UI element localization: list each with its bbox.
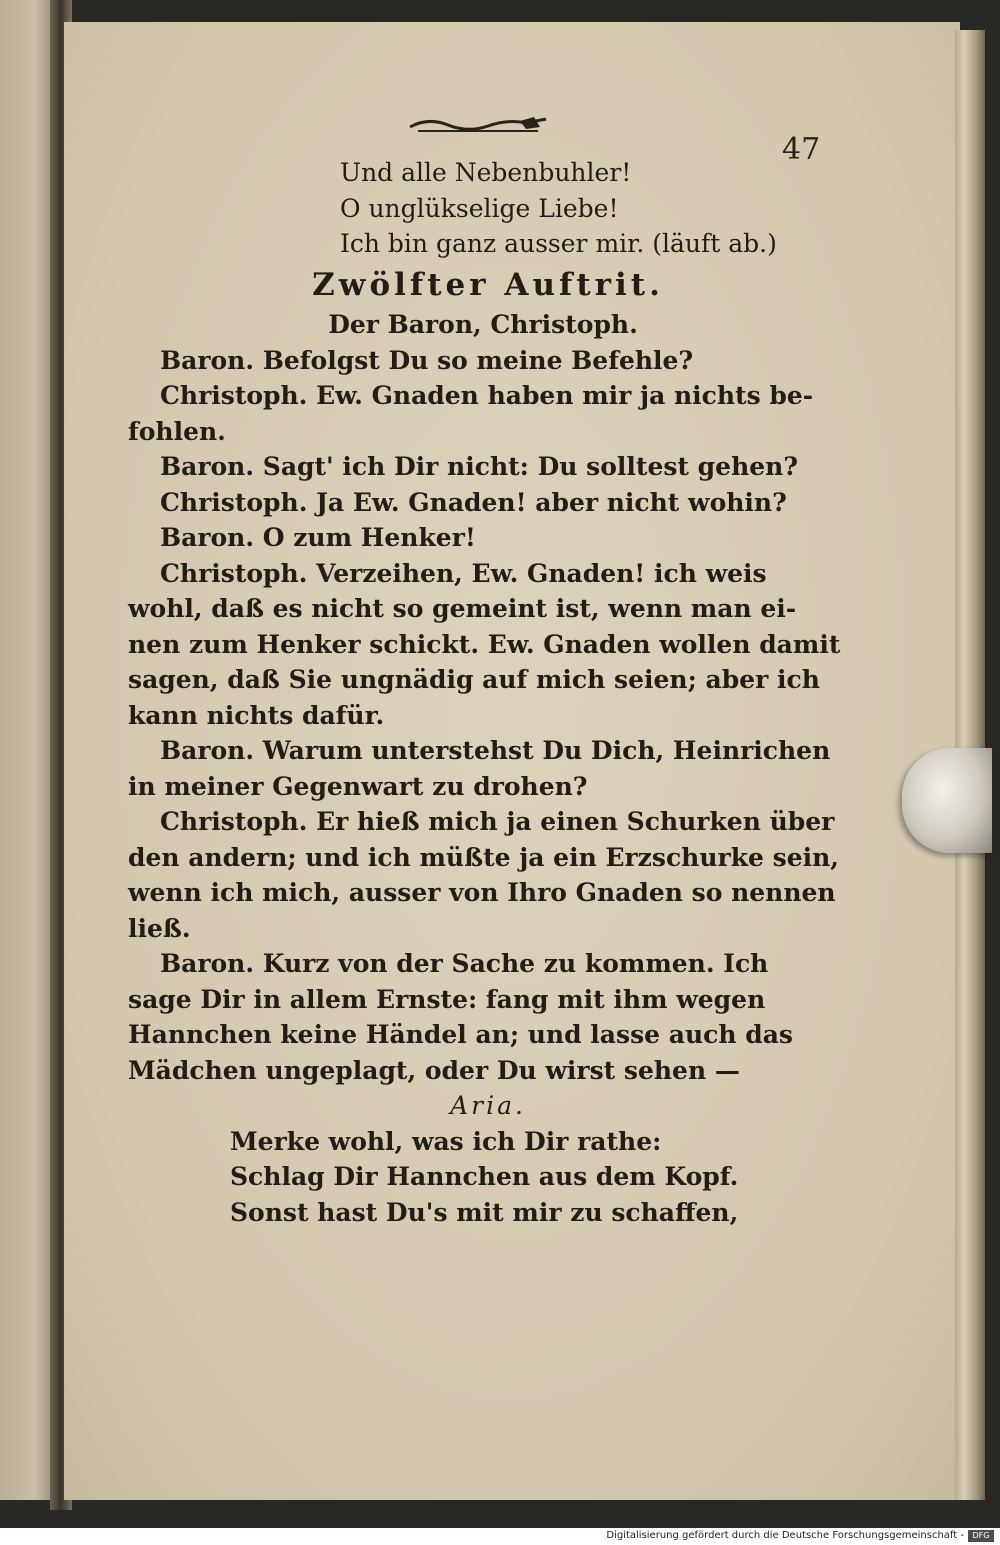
text-line: wohl, daß es nicht so gemeint ist, wenn man ei- (128, 594, 797, 623)
text-line: Christoph. Verzeihen, Ew. Gnaden! ich weis (160, 558, 767, 588)
text-line: Sonst hast Du's mit mir zu schaffen, (230, 1197, 739, 1227)
text-line: kann nichts dafür. (128, 700, 385, 730)
text-line: Merke wohl, was ich Dir rathe: (230, 1126, 662, 1156)
text-line: Baron. Sagt' ich Dir nicht: Du solltest gehen? (160, 452, 798, 481)
scene-heading: Zwölfter Auftrit. (312, 266, 664, 303)
text-line: sage Dir in allem Ernste: fang mit ihm wegen (128, 984, 766, 1014)
text-line: nen zum Henker schickt. Ew. Gnaden wollen damit (128, 629, 841, 659)
footer-bar (0, 1528, 1000, 1545)
page-clamp (902, 748, 992, 853)
text-line: sagen, daß Sie ungnädig auf mich seien; aber ich (128, 665, 820, 694)
dfg-logo: DFG (968, 1530, 994, 1542)
text-line: Schlag Dir Hannchen aus dem Kopf. (230, 1162, 739, 1191)
text-line: fohlen. (128, 416, 226, 446)
text-line: in meiner Gegenwart zu drohen? (128, 771, 588, 801)
text-line: Christoph. Ew. Gnaden haben mir ja nichts be- (160, 381, 814, 410)
text-line: den andern; und ich müßte ja ein Erzschurke sein, (128, 842, 839, 872)
text-line: Ich bin ganz ausser mir. (läuft ab.) (340, 229, 777, 258)
cast-list: Der Baron, Christoph. (328, 310, 638, 339)
text-line: Baron. O zum Henker! (160, 523, 476, 552)
page-number: 47 (782, 132, 821, 167)
text-line: Hannchen keine Händel an; und lasse auch das (128, 1020, 793, 1049)
text-line: Mädchen ungeplagt, oder Du wirst sehen — (128, 1055, 740, 1085)
text-line: wenn ich mich, ausser von Ihro Gnaden so nennen (128, 878, 836, 907)
text-line: Baron. Warum unterstehst Du Dich, Heinrichen (160, 736, 831, 765)
text-line: O unglükselige Liebe! (340, 193, 619, 223)
header-ornament (408, 115, 548, 137)
text-line: Christoph. Er hieß mich ja einen Schurken über (160, 807, 835, 836)
text-line: Baron. Befolgst Du so meine Befehle? (160, 345, 694, 375)
page-text (128, 155, 841, 1230)
footer-credit: Digitalisierung gefördert durch die Deutsche Forschungsgemeinschaft - (606, 1530, 964, 1541)
text-line: ließ. (128, 913, 191, 943)
text-line: Baron. Kurz von der Sache zu kommen. Ich (160, 949, 769, 978)
text-line: Christoph. Ja Ew. Gnaden! aber nicht wohin? (160, 487, 787, 517)
text-line: Und alle Nebenbuhler! (340, 158, 632, 187)
aria-heading: Aria. (450, 1091, 526, 1120)
